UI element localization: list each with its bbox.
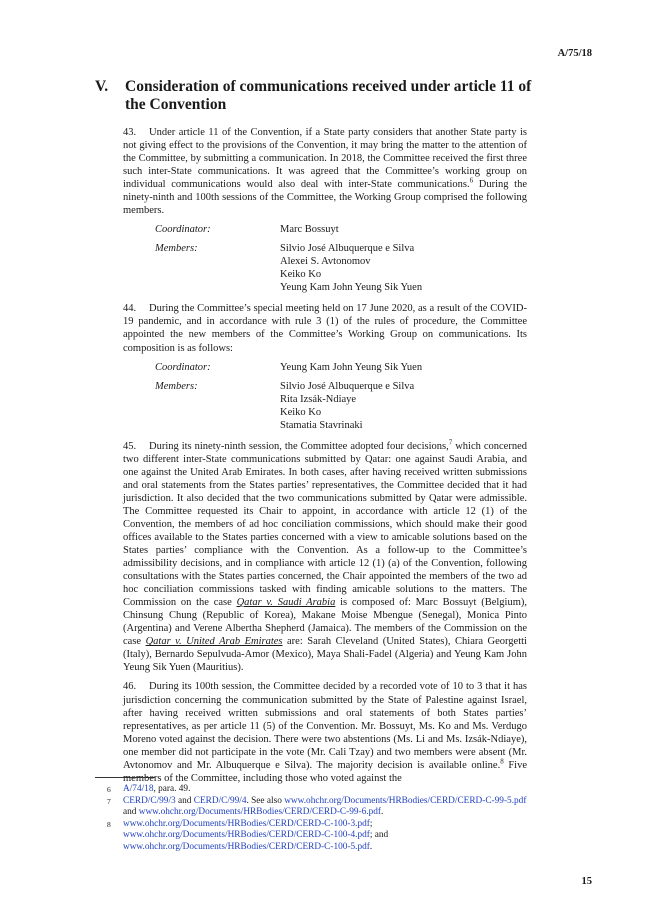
footnotes — [95, 784, 535, 854]
paragraph-44: 44. During the Committee’s special meeting held on 17 June 2020, as a result of the COVID-19 pandemic, and in accordance with rule 3 (1) of the rules of procedure, the Committee appointed the new members of the Committee’s Working Group on communications. Its composition is as follows: — [123, 303, 527, 354]
paragraph-number: 44. — [123, 303, 137, 315]
member-name: Silvio José Albuquerque e Silva — [280, 243, 415, 255]
web-link[interactable]: www.ohchr.org/Documents/HRBodies/CERD/CERD-C-100-5.pdf — [123, 841, 370, 852]
member-name: Stamatia Stavrinaki — [280, 419, 363, 431]
document-link[interactable]: A/74/18 — [123, 784, 154, 794]
footnote-separator — [95, 777, 155, 778]
member-name: Keiko Ko — [280, 406, 322, 418]
coordinator-label: Coordinator: — [155, 224, 211, 236]
paragraph-number: 45. — [123, 440, 137, 452]
members-label: Members: — [155, 243, 198, 255]
paragraph-number: 46. — [123, 681, 137, 693]
document-link[interactable]: CERD/C/99/3 — [123, 795, 176, 806]
page-number: 15 — [581, 876, 592, 887]
web-link[interactable]: www.ohchr.org/Documents/HRBodies/CERD/CERD-C-100-4.pdf — [123, 830, 370, 841]
member-name: Yeung Kam John Yeung Sik Yuen — [280, 282, 423, 294]
footnote: 8 www.ohchr.org/Documents/HRBodies/CERD/CERD-C-100-3.pdf; www.ohchr.org/Documents/HRBodies/CERD/CERD-C-100-4.pdf; and www.ohchr.org/Documents/HRBodies/CERD/CERD-C-100-5.pdf. — [107, 818, 389, 852]
document-link[interactable]: CERD/C/99/4 — [193, 795, 247, 806]
footnote-ref: 8 — [500, 757, 504, 766]
section-number: V. — [95, 78, 109, 95]
coordinator-name: Marc Bossuyt — [280, 224, 339, 236]
document-symbol: A/75/18 — [557, 48, 592, 59]
footnote-ref: 6 — [469, 176, 474, 185]
paragraph-46: 46. During its 100th session, the Committee decided by a recorded vote of 10 to 3 that it has jurisdiction concerning the communication submitted by the State of Palestine against Israel, after having received written submissions and oral statements of both States parties’ representatives, as per article 11 (5) of the Convention. Mr. Bossuyt, Ms. Ko and Ms. Verdugo Moreno voted against the decision. There were two abstentions (Ms. Li and Ms. Izsák-Ndiaye), one member did not participate in the vote (Mr. Cali Tzay) and two members were absent (Mr. Avtonomov and Mr. Albuquerque e Silva). The majority decision is available online.$^8$ Five members of the Committee, including those who voted against the — [123, 681, 527, 784]
paragraph-43: 43. Under article 11 of the Convention, if a State party considers that another State party is not giving effect to the provisions of the Convention, it may bring the matter to the attention of the Committee, by submitting a communication. In 2018, the Committee received the first three such inter-State communications. It was agreed that the Committee’s working group on individual communications would also deal with inter-State communications.$^6$ During the ninety-ninth and 100th sessions of the Committee, the Working Group comprised the following members. — [123, 127, 527, 217]
paragraph-45: 45. During its ninety-ninth session, the Committee adopted four decisions,$^7$ which concerned two different inter-State communications submitted by Qatar: one against Saudi Arabia, and one against the United Arab Emirates. In both cases, after having received written submissions and oral statements from the States parties’ representatives, the Committee decided that it had jurisdiction. It also decided that the two communications submitted by Qatar were admissible. The Committee requested its Chair to appoint, in accordance with article 12 (1) of the Convention, the members of ad hoc conciliation commissions, which should make their good offices available to the States parties concerned with a view to amicable solutions based on the States parties’ compliance with the Convention. As a follow-up to the Committee’s admissibility decisions, and in compliance with article 12 (1) (a) of the Convention, following consultations with the States parties concerned, the Chair appointed the members of the two ad hoc conciliation commissions tasked with finding amicable solutions to the matters. The Commission on the case Qatar v. Saudi Arabia is composed of: Marc Bossuyt (Belgium), Chinsung Chung (Republic of Korea), Makane Moise Mbengue (Senegal), Monica Pinto (Argentina) and Verene Albertha Shepherd (Jamaica). The members of the Commission on the case Qatar v. United Arab Emirates are: Sarah Cleveland (United States), Chiara Georgetti (Italy), Bernardo Sepulvuda-Amor (Mexico), Maya Shali-Fadel (Algeria) and Yeung Kam John Yeung Sik Yuen (Mauritius). — [123, 438, 527, 674]
member-name: Rita Izsák-Ndiaye — [280, 393, 357, 405]
web-link[interactable]: www.ohchr.org/Documents/HRBodies/CERD/CERD-C-99-5.pdf — [284, 795, 527, 806]
member-name: Silvio José Albuquerque e Silva — [280, 380, 415, 392]
section-title: Consideration of communications received under article 11 of the Convention — [125, 78, 532, 113]
footnote: 7 CERD/C/99/3 and CERD/C/99/4. See also www.ohchr.org/Documents/HRBodies/CERD/CERD-C-99-5.pdf and www.ohchr.org/Documents/HRBodies/CERD/CERD-C-99-6.pdf. — [107, 795, 527, 818]
paragraph-number: 43. — [123, 127, 137, 138]
coordinator-label: Coordinator: — [155, 361, 211, 373]
coordinator-name: Yeung Kam John Yeung Sik Yuen — [280, 361, 423, 373]
member-name: Alexei S. Avtonomov — [280, 256, 371, 268]
case-name: Qatar v. United Arab Emirates — [145, 636, 283, 648]
working-group-list — [155, 361, 527, 432]
footnote-ref: 7 — [448, 438, 453, 447]
case-name: Qatar v. Saudi Arabia — [236, 597, 336, 609]
body-text — [123, 126, 527, 791]
web-link[interactable]: www.ohchr.org/Documents/HRBodies/CERD/CERD-C-99-6.pdf — [138, 807, 381, 818]
members-label: Members: — [155, 380, 198, 392]
member-name: Keiko Ko — [280, 269, 322, 281]
working-group-list — [155, 223, 527, 294]
web-link[interactable]: www.ohchr.org/Documents/HRBodies/CERD/CERD-C-100-3.pdf — [123, 818, 370, 829]
footnote: 6 A/74/18, para. 49. — [107, 784, 191, 794]
